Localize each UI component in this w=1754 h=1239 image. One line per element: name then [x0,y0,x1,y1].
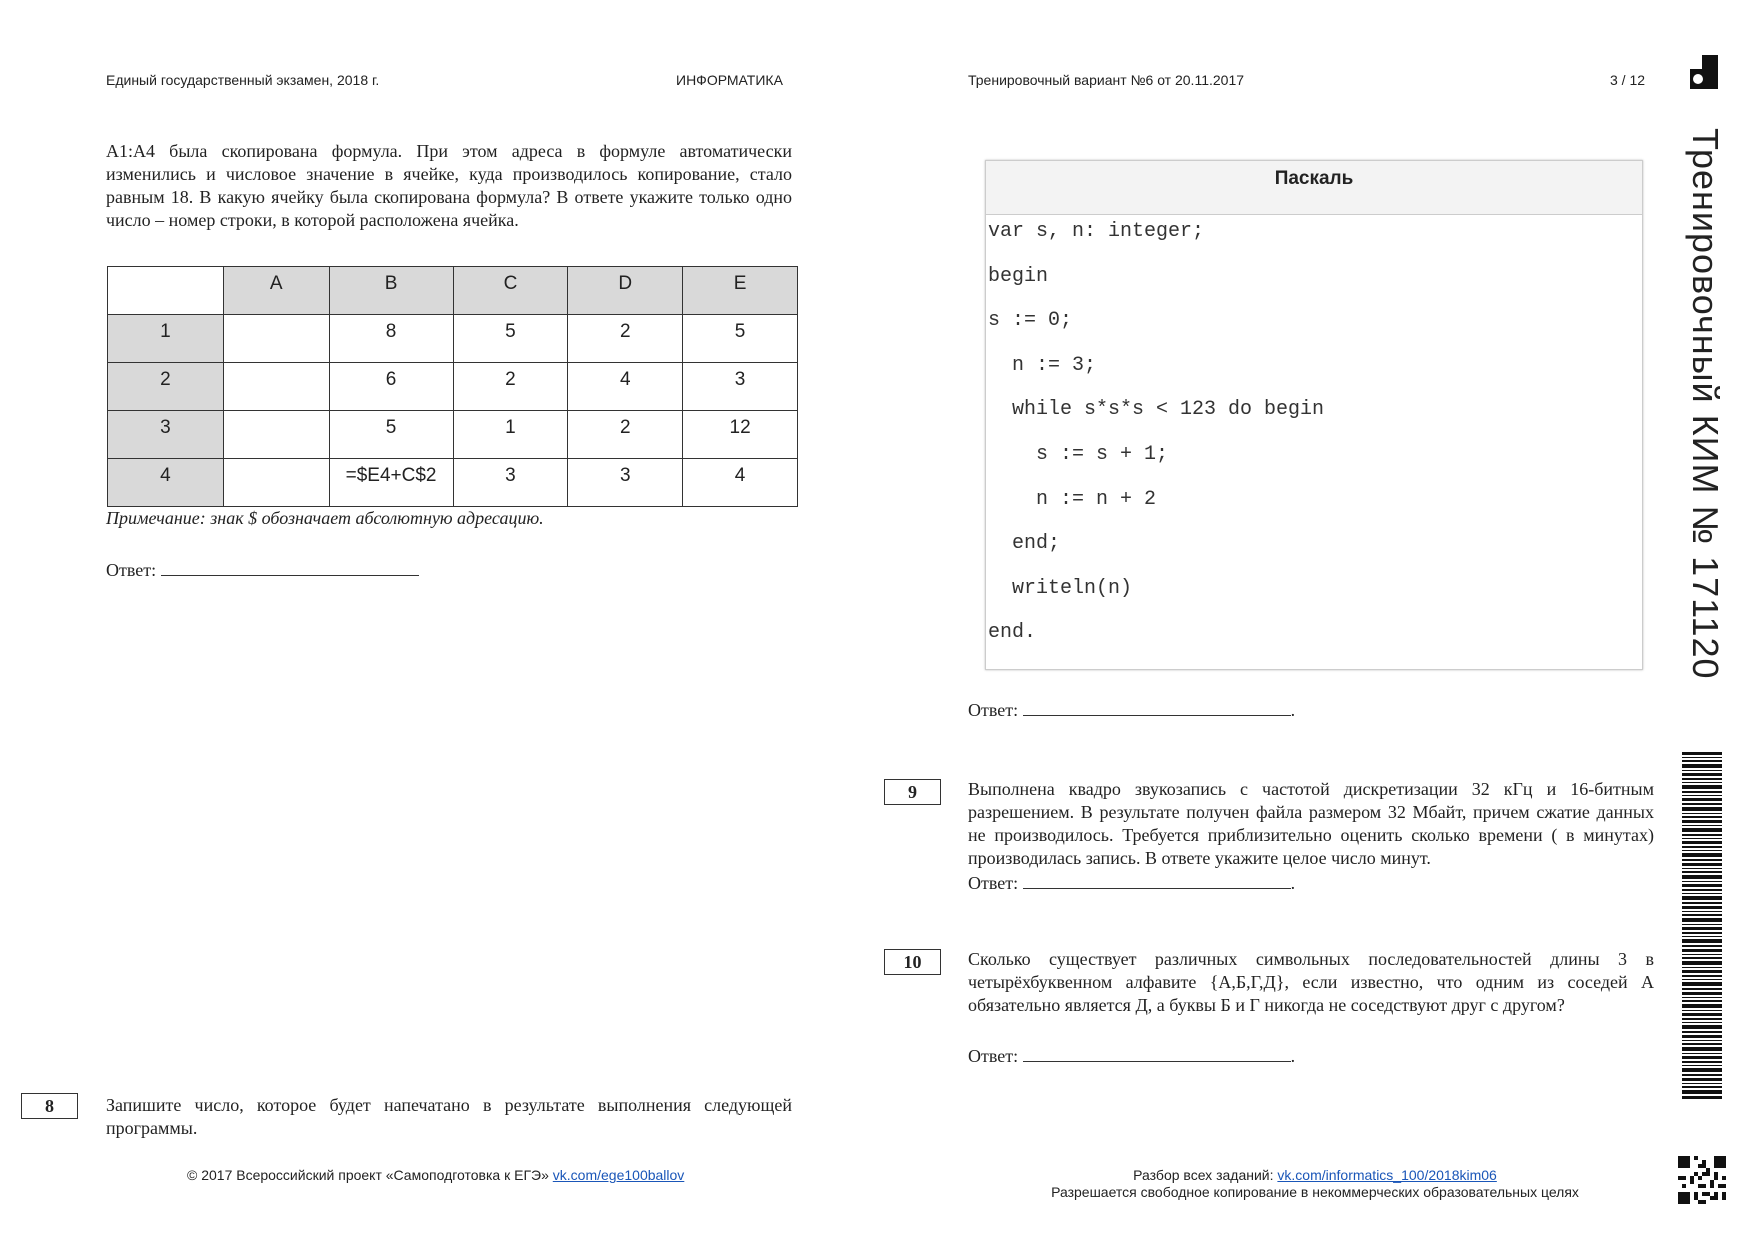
footer-right [1020,1167,1610,1201]
row-header: 4 [108,459,224,507]
answer-field[interactable] [1023,697,1291,716]
answer-label: Ответ: [968,700,1019,720]
table-cell: =$E4+C$2 [329,459,453,507]
table-cell: 3 [568,459,683,507]
answer-field[interactable] [161,557,419,576]
row-header: 2 [108,363,224,411]
table-row [108,411,798,459]
row-header: 3 [108,411,224,459]
table-cell: 5 [453,315,568,363]
footer-vk-link[interactable]: vk.com/ege100ballov [552,1167,685,1183]
table-cell: 1 [453,411,568,459]
table-cell: 3 [453,459,568,507]
column-header: B [329,267,453,315]
answer-dot: . [1290,873,1296,893]
task7-answer [106,557,419,581]
table-cell: 5 [329,411,453,459]
table-cell: 12 [683,411,798,459]
task8-text: Запишите число, которое будет напечатано в результате выполнения следующей программы. [106,1095,792,1138]
pascal-code-block [985,160,1643,670]
column-header: A [223,267,329,315]
table-cell: 5 [683,315,798,363]
header-subject: ИНФОРМАТИКА [676,72,783,88]
table-cell: 2 [568,315,683,363]
task9-text: Выполнена квадро звукозапись с частотой дискретизации 32 кГц и 16-битным разрешением. В результате получен файла размером 32 Мбайт, причем сжатие данных не производилось. Требуется приблизительно оценить сколько времени ( в минутах) производилась запись. В ответе укажите целое число минут. [968,779,1654,868]
table-row [108,363,798,411]
code-line: writeln(n) [988,576,1133,600]
answer-field[interactable] [1023,870,1291,889]
code-line: end. [988,621,1037,645]
task7-text: A1:A4 была скопирована формула. При этом адреса в формуле автоматически изменились и числовое значение в ячейке, куда производилось копирование, стало равным 18. В какую ячейку была скопирована формула? В ответе укажите только одно число – номер строки, в которой расположена ячейка. [106,141,792,230]
answer-label: Ответ: [968,873,1019,893]
code-line: end; [988,532,1061,556]
footer-copy-notice: Разрешается свободное копирование в некоммерческих образовательных целях [1051,1184,1579,1200]
table-cell [223,411,329,459]
task9-number-box: 9 [884,779,941,805]
answer-field[interactable] [1023,1043,1291,1062]
footer-copyright: © 2017 Всероссийский проект «Самоподготовка к ЕГЭ» [187,1167,553,1183]
header-page-number: 3 / 12 [1610,72,1646,88]
code-line: while s*s*s < 123 do begin [988,398,1325,422]
table-cell: 8 [329,315,453,363]
table-cell [223,363,329,411]
code-line: n := 3; [988,353,1097,377]
task9-answer [968,870,1295,894]
code-language-title: Паскаль [986,161,1642,215]
code-line: n := n + 2 [988,487,1157,511]
footer-left [187,1167,684,1183]
table-cell: 3 [683,363,798,411]
code-line: var s, n: integer; [988,220,1205,243]
code-line: s := 0; [988,309,1073,333]
header-variant: Тренировочный вариант №6 от 20.11.2017 [968,72,1245,88]
table-cell [223,315,329,363]
table-cell: 4 [683,459,798,507]
column-header: D [568,267,683,315]
task8-number-box: 8 [21,1093,78,1119]
column-header: E [683,267,798,315]
footer-analysis-label: Разбор всех заданий: [1133,1167,1278,1183]
column-header: C [453,267,568,315]
barcode [1682,752,1722,1100]
table-corner-cell [108,267,224,315]
table-cell: 2 [568,411,683,459]
row-header: 1 [108,315,224,363]
qr-code [1678,1156,1726,1204]
answer-dot: . [1290,700,1296,720]
task10-text: Сколько существует различных символьных последовательностей длины 3 в четырёхбуквенном алфавите {А,Б,Г,Д}, если известно, что одним из соседей А обязательно является Д, а буквы Б и Г никогда не соседствуют друг с другом? [968,949,1654,1015]
table-cell: 6 [329,363,453,411]
answer-dot: . [1290,1046,1296,1066]
table-cell [223,459,329,507]
task7-note: Примечание: знак $ обозначает абсолютную адресацию. [106,508,544,528]
footer-right-line1 [1020,1167,1610,1184]
answer-label: Ответ: [968,1046,1019,1066]
answer-label: Ответ: [106,560,157,580]
task10-number-box: 10 [884,949,941,975]
code-line: begin [988,264,1049,288]
footer-analysis-link[interactable]: vk.com/informatics_100/2018kim06 [1277,1167,1497,1183]
logo-icon [1690,55,1718,89]
task10-answer [968,1043,1295,1067]
code-line: s := s + 1; [988,442,1169,466]
table-cell: 2 [453,363,568,411]
spreadsheet-table [107,266,798,507]
table-row [108,315,798,363]
table-row [108,459,798,507]
task8-answer [968,697,1295,721]
vertical-kim-title: Тренировочный КИМ № 171120 [1685,128,1726,680]
header-exam-title: Единый государственный экзамен, 2018 г. [106,72,380,88]
table-cell: 4 [568,363,683,411]
